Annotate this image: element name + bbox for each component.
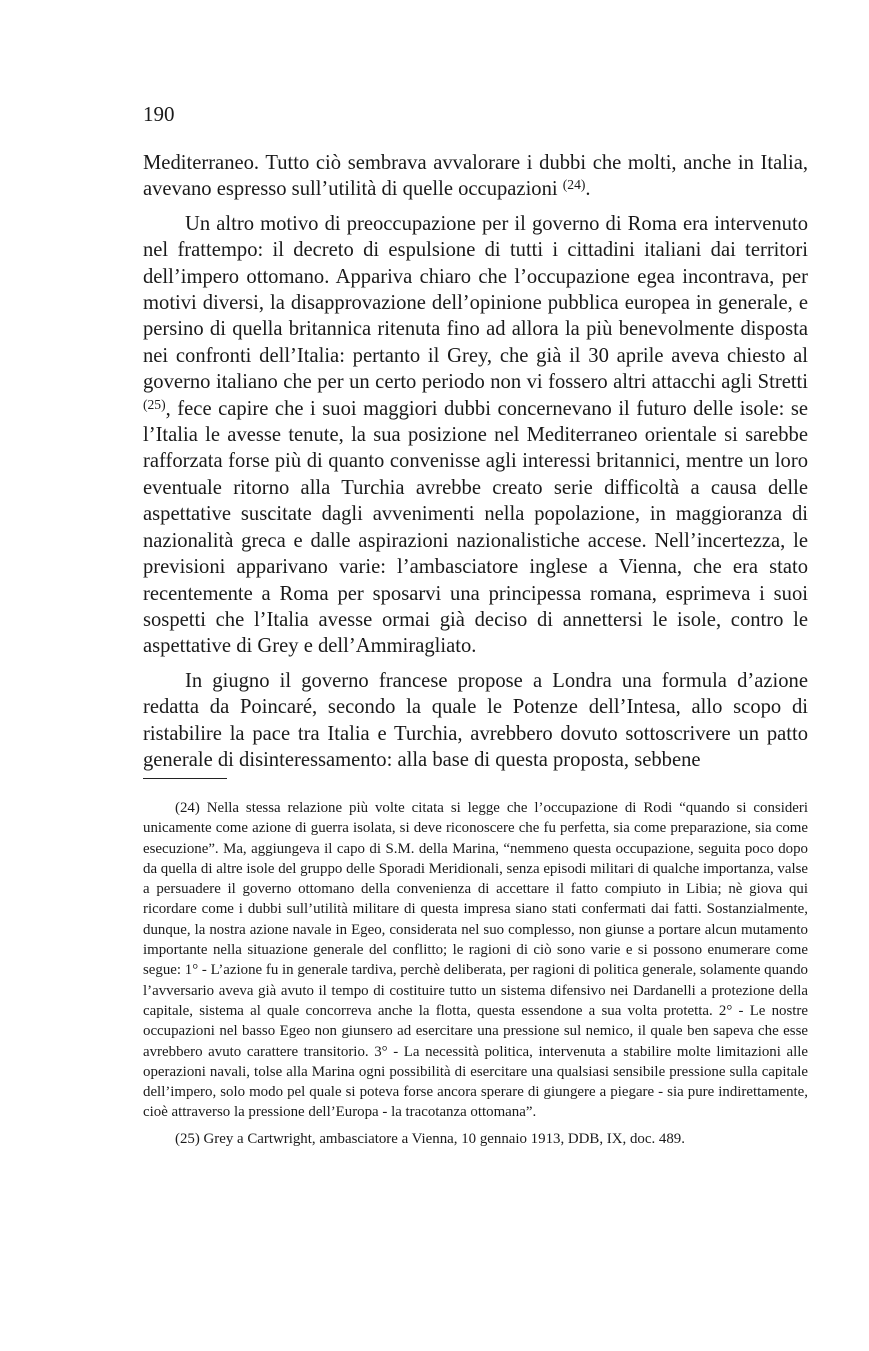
paragraph-1-text: Mediterraneo. Tutto ciò sembrava avvalorare i dubbi che molti, anche in Italia, avevano espresso sull’utilità di quelle occupazioni: [143, 152, 808, 201]
footnote-25-text: Grey a Cartwright, ambasciatore a Vienna, 10 gennaio 1913, DDB, IX, doc. 489.: [203, 1130, 685, 1147]
footnote-24: [143, 798, 808, 1123]
footnotes: [143, 798, 808, 1155]
footnote-separator: [143, 778, 227, 779]
body-text: [143, 150, 808, 781]
paragraph-2: [143, 211, 808, 660]
footnote-24-mark: (24): [175, 800, 200, 816]
footnote-25-mark: (25): [175, 1130, 200, 1147]
paragraph-2-text: Un altro motivo di preoccupazione per il governo di Roma era intervenuto nel frattempo: il decreto di espulsione di tutti i cittadini italiani dai territori dell’impero ottomano. Appariva chiaro che l’occupazione egea incontrava, per motivi diversi, la disapprovazione dell’opinione pubblica europea in generale, e persino di quella britannica ritenuta fino ad allora la più benevolmente disposta nei confronti dell’Italia: pertanto il Grey, che già il 30 aprile aveva chiesto al governo italiano che per un certo periodo non vi fossero altri attacchi agli Stretti: [143, 212, 808, 394]
page-number: 190: [143, 102, 175, 126]
footnote-24-text: Nella stessa relazione più volte citata si legge che l’occupazione di Rodi “quando si consideri unicamente come azione di guerra isolata, si deve riconoscere che fu perfetta, sia come preparazione, sia come esecuzione”. Ma, aggiungeva il capo di S.M. della Marina, “nemmeno questa occupazione, seguita poco dopo da quella di altre isole del gruppo delle Sporadi Meridionali, senza episodi militari di qualche importanza, valse a persuadere il governo ottomano della convenienza di accettare il fatto compiuto in Libia; nè giova qui ricordare come i dubbi sull’utilità militare di questa impresa siano stati confermati dai fatti. Sostanzialmente, dunque, la nostra azione navale in Egeo, considerata nel suo complesso, non giunse a portare alcun mutamento importante nella situazione generale del conflitto; le ragioni di ciò sono varie e si possono enumerare come segue: 1° - L’azione fu in generale tardiva, perchè deliberata, per ragioni di politica generale, solamente quando l’avversario aveva già avuto il tempo di costituire tutto un sistema difensivo nei Dardanelli a protezione della capitale, sistema al quale concorreva anche la flotta, questa essendone a sua volta protetta. 2° - Le nostre occupazioni nel basso Egeo non giunsero ad esercitare una pressione sul nemico, il quale ben sapeva che esse avrebbero avuto carattere transitorio. 3° - La necessità politica, intervenuta a stabilire molte limitazioni alle operazioni navali, tolse alla Marina ogni possibilità di esercitare una qualsiasi sensibile pressione sulla capitale dell’impero, solo modo pel quale si poteva forse ancora sperare di giungere a piegare - sia pure indirettamente, cioè attraverso la pressione dell’Europa - la tracotanza ottomana”.: [143, 800, 808, 1121]
paragraph-1-end: .: [585, 178, 591, 201]
footnote-ref-24: (24): [562, 177, 586, 193]
paragraph-1: [143, 150, 808, 203]
paragraph-3-text: In giugno il governo francese propose a Londra una formula d’azione redatta da Poincaré, secondo la quale le Potenze dell’Intesa, allo scopo di ristabilire la pace tra Italia e Turchia, avrebbero dovuto sottoscrivere un patto generale di disinteressamento: alla base di questa proposta, sebbene: [143, 669, 808, 771]
paragraph-3: [143, 668, 808, 774]
paragraph-2-end: , fece capire che i suoi maggiori dubbi concernevano il futuro delle isole: se l’Italia le avesse tenute, la sua posizione nel Mediterraneo orientale si sarebbe rafforzata forse più di quanto convenisse agli interessi britannici, mentre un loro eventuale ritorno alla Turchia avrebbe creato serie difficoltà a causa delle aspettative suscitate dagli avvenimenti nella popolazione, in maggioranza di nazionalità greca e dalle aspirazioni nazionalistiche accese. Nell’incertezza, le previsioni apparivano varie: l’ambasciatore inglese a Vienna, che era stato recentemente a Roma per sposarvi una principessa romana, esprimeva i suoi sospetti che l’Italia avesse ormai già deciso di annettersi le isole, contro le aspettative di Grey e dell’Ammiragliato.: [143, 397, 808, 658]
footnote-ref-25: (25): [143, 396, 166, 412]
footnote-25: [143, 1129, 808, 1149]
